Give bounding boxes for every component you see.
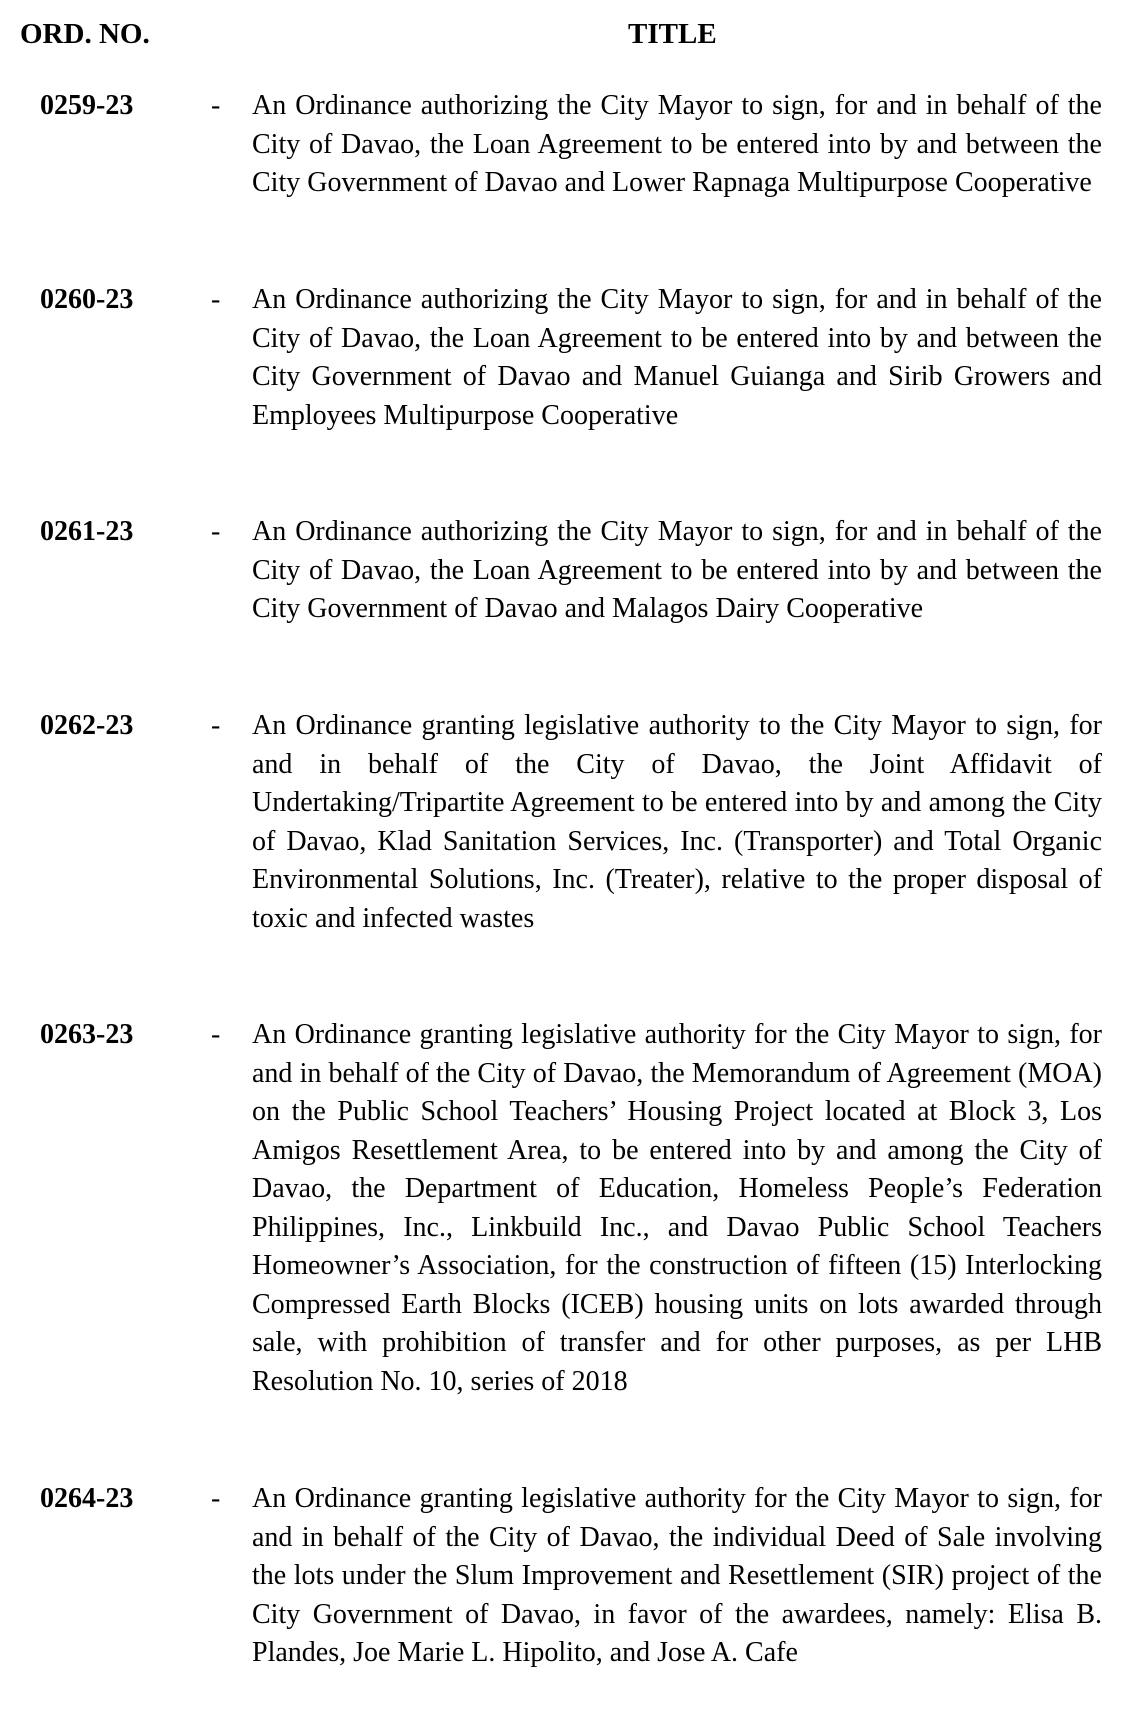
separator-dash: - [211, 1483, 221, 1514]
separator-dash: - [211, 710, 221, 741]
ord-no-column-header: ORD. NO. [20, 18, 150, 50]
separator-dash: - [211, 284, 221, 315]
ordinance-number: 0263-23 [40, 1019, 134, 1050]
table-header [0, 18, 1132, 58]
title-column-header: TITLE [628, 18, 717, 50]
ordinance-number: 0259-23 [40, 90, 134, 121]
separator-dash: - [211, 1019, 221, 1050]
ordinance-title: An Ordinance authorizing the City Mayor to sign, for and in behalf of the City of Davao, the Loan Agreement to be entered into by and between the City Government of Davao and Lower Rapnaga Multipurpose Cooperative [252, 90, 1102, 198]
ordinance-title: An Ordinance authorizing the City Mayor to sign, for and in behalf of the City of Davao, the Loan Agreement to be entered into by and between the City Government of Davao and Manuel Guianga and Sirib Growers and Employees Multipurpose Cooperative [252, 284, 1102, 431]
ordinance-number: 0260-23 [40, 284, 134, 315]
ordinance-number: 0264-23 [40, 1483, 134, 1514]
separator-dash: - [211, 516, 221, 547]
ordinance-title: An Ordinance granting legislative authority for the City Mayor to sign, for and in behalf of the City of Davao, the individual Deed of Sale involving the lots under the Slum Improvement and Resettlement (SIR) project of the City Government of Davao, in favor of the awardees, namely: Elisa B. Plandes, Joe Marie L. Hipolito, and Jose A. Cafe [252, 1483, 1102, 1668]
ordinance-number: 0261-23 [40, 516, 134, 547]
separator-dash: - [211, 90, 221, 121]
ordinance-number: 0262-23 [40, 710, 134, 741]
ordinance-title: An Ordinance granting legislative authority for the City Mayor to sign, for and in behalf of the City of Davao, the Memorandum of Agreement (MOA) on the Public School Teachers’ Housing Project located at Block 3, Los Amigos Resettlement Area, to be entered into by and among the City of Davao, the Department of Education, Homeless People’s Federation Philippines, Inc., Linkbuild Inc., and Davao Public School Teachers Homeowner’s Association, for the construction of fifteen (15) Interlocking Compressed Earth Blocks (ICEB) housing units on lots awarded through sale, with prohibition of transfer and for other purposes, as per LHB Resolution No. 10, series of 2018 [252, 1019, 1102, 1397]
ordinance-title: An Ordinance authorizing the City Mayor to sign, for and in behalf of the City of Davao, the Loan Agreement to be entered into by and between the City Government of Davao and Malagos Dairy Cooperative [252, 516, 1102, 624]
ordinance-title: An Ordinance granting legislative authority to the City Mayor to sign, for and in behalf of the City of Davao, the Joint Affidavit of Undertaking/Tripartite Agreement to be entered into by and among the City of Davao, Klad Sanitation Services, Inc. (Transporter) and Total Organic Environmental Solutions, Inc. (Treater), relative to the proper disposal of toxic and infected wastes [252, 710, 1102, 934]
